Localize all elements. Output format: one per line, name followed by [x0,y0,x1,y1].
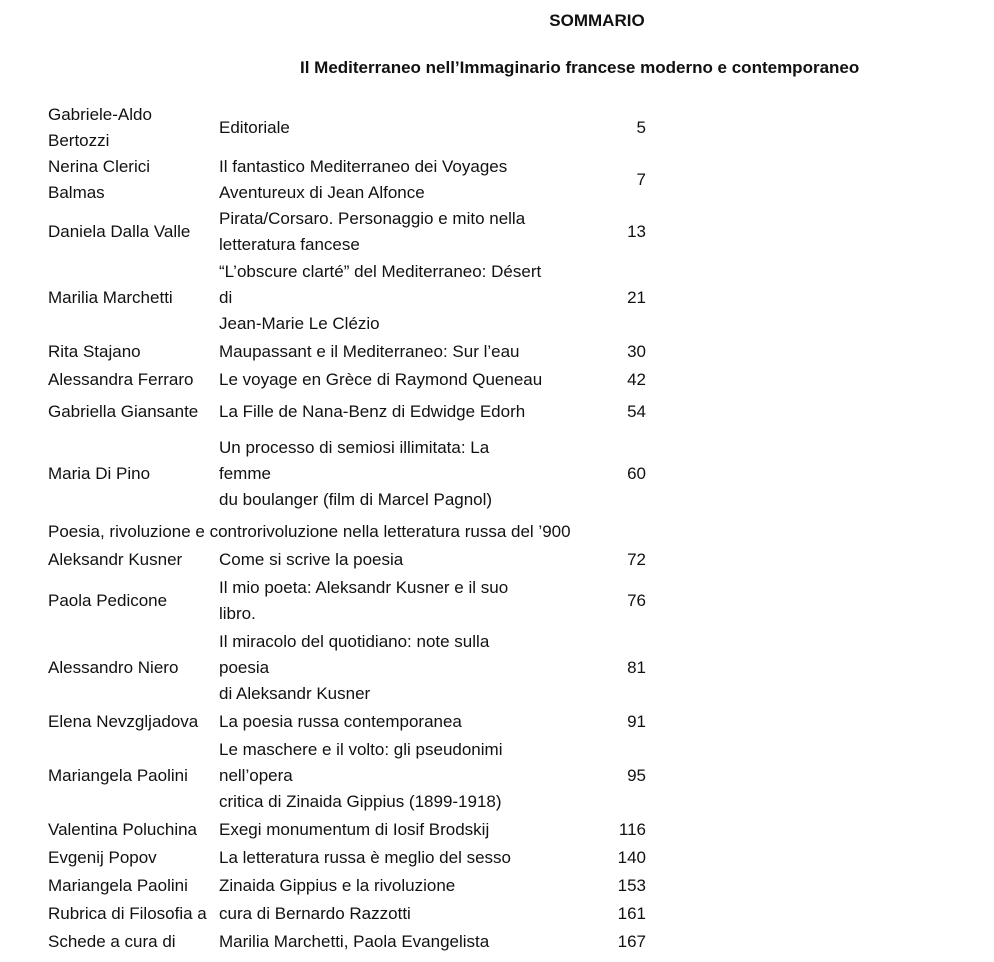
text-line: nell’opera [219,766,293,785]
text-line: Mariangela Paolini [48,766,188,785]
toc-row [48,844,648,872]
toc-page-number: 72 [627,550,646,569]
toc-author [48,873,218,899]
toc-page-number: 161 [617,904,646,923]
toc-row [48,258,648,338]
text-line: di [219,288,233,307]
text-line: Il fantastico Mediterraneo dei Voyages [219,157,508,176]
text-line: femme [219,464,271,483]
text-line: Rita Stajano [48,342,141,361]
text-line: Gabriella Giansante [48,402,199,421]
text-line: Bertozzi [48,131,110,150]
toc-author [48,461,218,487]
toc-author [48,901,218,927]
text-line: La poesia russa contemporanea [219,712,462,731]
text-line: cura di Bernardo Razzotti [219,904,411,923]
text-line: Come si scrive la poesia [219,550,404,569]
toc-row [48,154,648,206]
text-line: Elena Nevzgljadova [48,712,199,731]
text-line: Il mio poeta: Aleksandr Kusner e il suo [219,578,509,597]
text-line: letteratura fancese [219,235,360,254]
toc-page-number: 95 [627,766,646,785]
text-line: Un processo di semiosi illimitata: La [219,438,490,457]
toc-author [48,399,218,425]
toc-title [219,708,559,735]
toc-title [219,628,559,707]
text-line: Alessandra Ferraro [48,370,194,389]
toc-row [48,928,648,956]
toc-page-number: 153 [617,876,646,895]
toc-page-number: 91 [627,712,646,731]
text-line: libro. [219,604,256,623]
toc-title [219,900,559,927]
text-line: Gabriele-Aldo [48,105,152,124]
toc-row [48,872,648,900]
text-line: Il miracolo del quotidiano: note sulla [219,632,490,651]
toc-author [48,154,218,206]
text-line: Evgenij Popov [48,848,157,867]
text-line: Le maschere e il volto: gli pseudonimi [219,740,503,759]
toc-author [48,102,218,154]
toc-page-number: 140 [617,848,646,867]
toc-title [219,546,559,573]
toc-title [219,258,559,337]
text-line: di Aleksandr Kusner [219,684,371,703]
toc-page-number: 116 [618,820,646,839]
toc-title [219,394,559,425]
text-line: Marilia Marchetti, Paola Evangelista [219,932,490,951]
toc-row [48,430,648,518]
text-line: Zinaida Gippius e la rivoluzione [219,876,456,895]
toc-author [48,547,218,573]
text-line: Jean-Marie Le Clézio [219,314,380,333]
text-line: Editoriale [219,118,290,137]
text-line: Marilia Marchetti [48,288,173,307]
text-line: critica di Zinaida Gippius (1899-1918) [219,792,502,811]
toc-author [48,219,218,245]
toc-author [48,845,218,871]
toc-row [48,366,648,394]
toc-title [219,102,559,141]
text-line: Schede a cura di [48,932,176,951]
text-line: Alessandro Niero [48,658,179,677]
toc-author [48,655,218,681]
toc-row [48,736,648,816]
toc-row [48,394,648,430]
toc-title [219,366,559,393]
toc-row [48,708,648,736]
text-line: La letteratura russa è meglio del sesso [219,848,511,867]
toc-author [48,339,218,365]
toc-title [219,206,559,258]
toc-title [219,928,559,955]
toc-page-number: 21 [627,288,646,307]
toc-title [219,154,559,206]
toc-title [219,816,559,843]
text-line: Maria Di Pino [48,464,151,483]
text-line: Mariangela Paolini [48,876,188,895]
toc-row [48,338,648,366]
text-line: Pirata/Corsaro. Personaggio e mito nella [219,209,526,228]
toc-title [219,844,559,871]
text-line: La Fille de Nana-Benz di Edwidge Edorh [219,402,526,421]
toc-row [48,816,648,844]
text-line: poesia [219,658,270,677]
toc-author [48,588,218,614]
toc-row [48,206,648,258]
toc-page-number: 30 [627,342,646,361]
section-heading-mediterraneo: Il Mediterraneo nell’Immaginario francese moderno e contemporaneo [300,58,860,77]
toc-row [48,900,648,928]
text-line: Valentina Poluchina [48,820,198,839]
text-line: Balmas [48,183,105,202]
toc-row [48,628,648,708]
toc-page-number: 60 [627,464,646,483]
toc-page-number: 7 [636,170,646,189]
text-line: “L’obscure clarté” del Mediterraneo: Désert [219,262,542,281]
text-line: Exegi monumentum di Iosif Brodskij [219,820,490,839]
text-line: Paola Pedicone [48,591,168,610]
text-line: Le voyage en Grèce di Raymond Queneau [219,370,543,389]
toc-title [219,736,559,815]
text-line: Aleksandr Kusner [48,550,183,569]
toc-author [48,367,218,393]
table-of-contents [48,102,648,956]
toc-author [48,763,218,789]
page-title: SOMMARIO [549,11,645,30]
toc-page-number: 81 [627,658,646,677]
toc-title [219,872,559,899]
text-line: Daniela Dalla Valle [48,222,191,241]
toc-title [219,574,559,627]
toc-row [48,546,648,574]
toc-page-number: 13 [627,222,646,241]
toc-row [48,574,648,628]
toc-title [219,338,559,365]
toc-page-number: 54 [627,402,646,421]
text-line: du boulanger (film di Marcel Pagnol) [219,490,493,509]
toc-row [48,102,648,154]
text-line: Maupassant e il Mediterraneo: Sur l’eau [219,342,520,361]
toc-title [219,430,559,513]
text-line: Rubrica di Filosofia a [48,904,207,923]
text-line: Aventureux di Jean Alfonce [219,183,425,202]
toc-page-number: 5 [636,118,646,137]
text-line: Nerina Clerici [48,157,151,176]
toc-page-number: 42 [627,370,646,389]
toc-author [48,817,218,843]
section-heading-russian-poetry: Poesia, rivoluzione e controrivoluzione nella letteratura russa del ’900 [48,522,571,541]
toc-author [48,709,218,735]
toc-author [48,285,218,311]
toc-author [48,929,218,955]
toc-page-number: 76 [627,591,646,610]
toc-page-number: 167 [617,932,646,951]
